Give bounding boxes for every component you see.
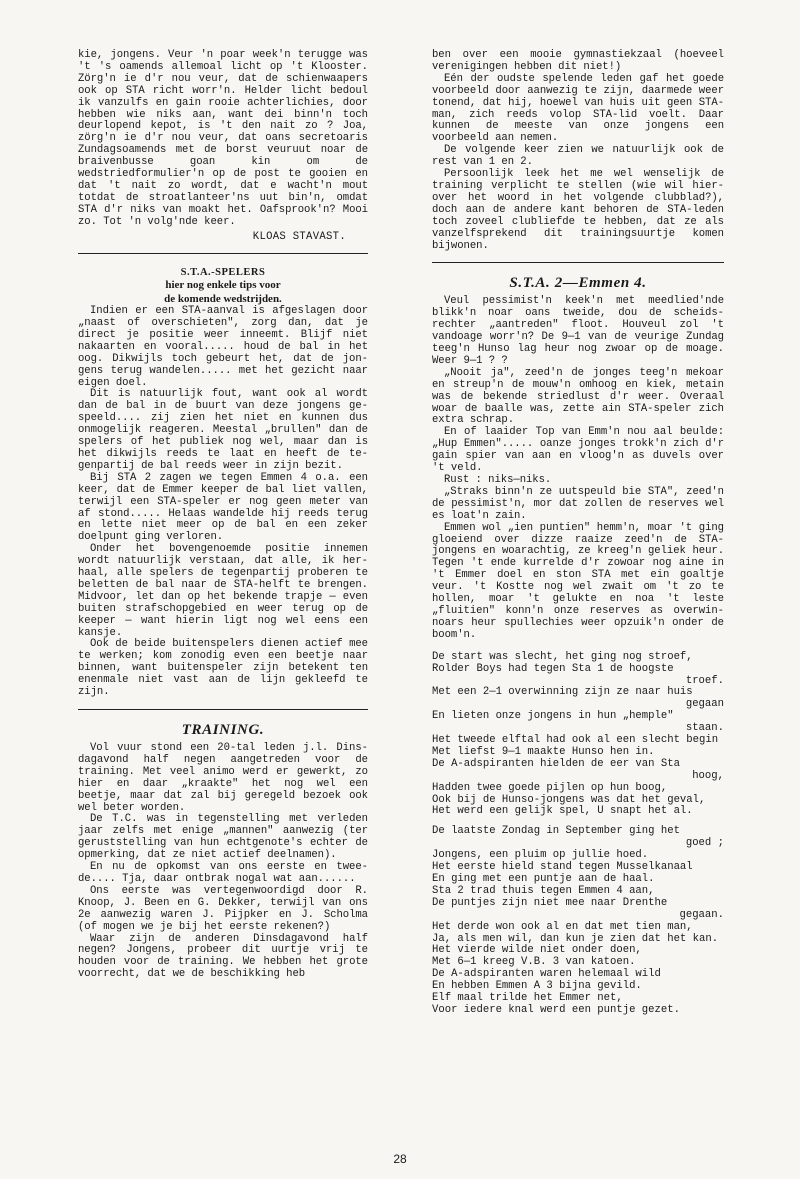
article-paragraph: Dit is natuurlijk fout, want ook al wordt dan de bal in de buurt van deze jongens gespeeld.... zij zien het niet en kunnen dus onmogelijk reageren. Meestal „brullen" dan de spelers of het publiek nog wel, maar dan is het dikwijls reeds te laat en heeft de tegenpartij de bal reeds weer in zijn bezit. [78,388,368,472]
poem-line: De puntjes zijn niet mee naar Drenthe [432,896,668,909]
poem-line: Sta 2 trad thuis tegen Emmen 4 aan, [432,884,655,897]
article-paragraph: De T.C. was in tegenstelling met verleden jaar zelfs met enige „mannen" aanwezig (ter geruststelling van hun echtgenote's echter de opmerking, dat ze niet actief deelnamen). [78,813,368,862]
poem-line: De A-adspiranten hielden de eer van Sta [432,757,680,770]
spelers-heading-line: hier nog enkele tips voor [165,279,281,292]
poem-line: En ging met een puntje aan de haal. [432,873,655,885]
section-divider [78,709,368,710]
training-title: TRAINING. [181,722,265,738]
article-paragraph: ben over een mooie gymnastiekzaal (hoeveel verenigingen hebben dit niet!) [432,49,724,73]
poem-line: Jongens, een pluim op jullie hoed. [432,849,649,862]
training-continued [432,50,724,252]
article-paragraph: Waar zijn de anderen Dinsdagavond half negen? Jongens, probeer dit uurtje vrij te houden voor de training. We hebben het grote voorrecht, dat we de beschikking heb [78,932,368,981]
article-paragraph: „Nooit ja", zeed'n de jonges teeg'n mekoar en streup'n de mouw'n omhoog en kiek, metain was de bekende striedlust d'r weer. Overaal woar de baalle was, zette ain STA-speler zich extra schrap. [432,366,724,427]
page-number: 28 [393,1152,407,1166]
article-paragraph: Vol vuur stond een 20-tal leden j.l. Dinsdagavond half negen aangetreden voor de training. Met veel animo werd er gewerkt, zo hier en daar „kraakte" het nog wel een beetje, maar dat zal bij geregeld bezoek ook wel beter worden. [78,742,368,814]
poem-line: gegaan [685,698,724,711]
spelers-article [78,266,368,699]
article-paragraph: En of laaider Top van Emm'n nou aal beulde: „Hup Emmen"..... oanze jonges trokk'n zich d'r gain spier van aan en vloog'n as duvels over 't veld. [432,426,724,475]
poem-line: En hebben Emmen A 3 bijna gevild. [432,980,642,993]
poem-line: De laatste Zondag in September ging het [432,825,680,838]
poem-line: troef. [685,674,724,687]
article-paragraph: En nu de opkomst van ons eerste en tweede.... Tja, daar ontbrak nogal wat aan...... [78,861,368,885]
article-paragraph: Indien er een STA-aanval is afgeslagen door „naast of overschieten", zorg dan, dat je direct je positie weer inneemt. Blijf niet nakaarten en vooral..... houd de bal in het oog. Dikwijls toch gebeurt het, dat de jongens terug wandelen..... met het gezicht naar eigen doel. [78,305,368,389]
kloas-stavast-article [78,50,368,243]
article-paragraph: Emmen wol „ien puntien" hemm'n, moar 't ging gloeiend over dizze raaize zeed'n de STA-jongens en woarachtig, ze kreeg'n geliek heur. Tegen 't ende kurrelde d'r zowoar nog aine in 't Emmer doel en ston STA met ein goaltje veur. 't Kostte nog wel zwait om 't zo te hollen, moar 't gelukte en noa 't leste „fluitien" konn'n onze reserves as overwinnoars heur spullechies weer opzuik'n onder de boom'n. [432,521,724,641]
left-column [78,50,368,981]
poem-line: goed ; [685,837,724,850]
poem-line: Het tweede elftal had ook al een slecht begin [432,734,719,747]
article-paragraph: kie, jongens. Veur 'n poar week'n terugge was 't 's oamends allemoal licht op 't Klooster. Zörg'n ie d'r nou veur, dat de schienwaapers ook op STA richt worr'n. Helder licht bedoul ik vanzulfs en gain rooie achterlichies, door hebben wie niks aan, want dei binn'n toch deurlopend kepot, is 't den nait zo ? Joa, zörg'n ie d'r nou veur, dat oans secretoaris Zundagsoamends met de borst veuruut noar de braivenbusse goan kin om de wedstriedformulier'n op de post te gooien en dat 't nait zo wordt, dat e wacht'n mout totdat de stroatlanteer'ns uut bin'n, omdat STA d'r niks van moakt het. Oafsprook'n? Mooi zo. Tot 'n volg'nde keer. [78,49,368,228]
article-paragraph: Bij STA 2 zagen we tegen Emmen 4 o.a. een keer, dat de Emmer keeper de bal liet vallen, terwijl een STA-speler er nog geen meter van af stond..... Helaas wandelde hij reeds terug en lette niet meer op de bal en een zeker doelpunt ging verloren. [78,471,368,544]
training-article [78,722,368,981]
spelers-heading [78,266,368,307]
article-paragraph: Ook de beide buitenspelers dienen actief mee te werken; kom zonodig even een beetje naar binnen, want buitenspeler zijn betekent ten enenmale niet vast aan de lijn gekleefd te zijn. [78,638,368,699]
spelers-heading-line: S.T.A.-SPELERS [180,266,266,278]
poem-line: De start was slecht, het ging nog stroef, [432,650,693,663]
poem [432,652,724,1017]
poem-line: gegaan. [679,908,724,921]
article-paragraph: Onder het bovengenoemde positie innemen wordt natuurlijk verstaan, dat alle, ik herhaal, alle spelers de tegenpartij proberen te beletten de bal naar de STA-helft te brengen. Midvoor, let dan op het bekende trapje — even buiten strafschopgebied en weer terug op de keeper — want hierin ligt nog wel eens een kansje. [78,543,368,639]
article-paragraph: De volgende keer zien we natuurlijk ook de rest van 1 en 2. [432,144,724,169]
poem-line: Met liefst 9—1 maakte Hunso hen in. [432,745,655,758]
spelers-heading-line: de komende wedstrijden. [164,292,282,305]
section-divider [78,253,368,254]
emmen-article [432,275,724,641]
poem-line: En lieten onze jongens in hun „hemple" [432,710,674,723]
poem-line: Rolder Boys had tegen Sta 1 de hoogste [432,662,674,675]
poem-line: Elf maal trilde het Emmer net, [432,992,623,1005]
poem-line: Met een 2—1 overwinning zijn ze naar huis [432,686,693,699]
poem-line: De A-adspiranten waren helemaal wild [432,968,661,981]
article-paragraph: Persoonlijk leek het me wel wenselijk de training verplicht te stellen (wie wil hierover het woord in het volgende clubblad?), doch aan de andere kant behoren de STA-leden toch zoveel clubliefde te hebben, dat ze als vanzelfsprekend dit trainingsuurtje komen bijwonen. [432,168,724,252]
poem-line: staan. [685,722,724,735]
emmen-title: S.T.A. 2—Emmen 4. [509,275,647,292]
poem-line: Het vierde wilde niet onder doen, [432,944,642,957]
poem-line: Het werd een gelijk spel, U snapt het al. [432,805,693,818]
poem-line: Ook bij de Hunso-jongens was dat het geval, [432,793,706,806]
article-paragraph: Eén der oudste spelende leden gaf het goede voorbeeld door aanwezig te zijn, daarmede weer tonend, dat hij, hoewel van huis uit geen STA-man, zich reeds volop STA-lid voelt. Daar kunnen de meeste van onze jongens een voorbeeld aan nemen. [432,72,724,145]
article-paragraph: Ons eerste was vertegenwoordigd door R. Knoop, J. Been en G. Dekker, terwijl van ons 2e aanwezig waren J. Pijpker en J. Scholma (of mogen we je bij het eerste rekenen?) [78,884,368,933]
article-signature: KLOAS STAVAST. [252,230,346,243]
section-divider [432,262,724,263]
poem-line: Hadden twee goede pijlen op hun boog, [432,781,668,794]
poem-line: Het derde won ook al en dat met tien man, [432,920,693,933]
poem-line: Voor iedere knal werd een puntje gezet. [432,1003,680,1016]
poem-line: Met 6—1 kreeg V.B. 3 van katoen. [432,956,636,969]
article-paragraph: Rust : niks—niks. [444,474,552,486]
poem-line: hoog, [692,769,724,782]
article-paragraph: Veul pessimist'n keek'n met meedlied'nde blikk'n noar oans tweide, dou de scheidsrechter „aantreden" floot. Houveul zol 't vandoage worr'n? De 9—1 van de veurige Zundag teeg'n Hunso lag heur nog zwoar op de moage. Weer 9—1 ? ? [432,295,724,367]
article-paragraph: „Straks binn'n ze uutspeuld bie STA", zeed'n de pessimist'n, mor dat zollen de reserves wel es loat'n zain. [432,485,724,522]
right-column [432,50,724,1017]
poem-line: Het eerste hield stand tegen Musselkanaal [432,861,693,874]
poem-line: Ja, als men wil, dan kun je zien dat het kan. [432,932,719,945]
